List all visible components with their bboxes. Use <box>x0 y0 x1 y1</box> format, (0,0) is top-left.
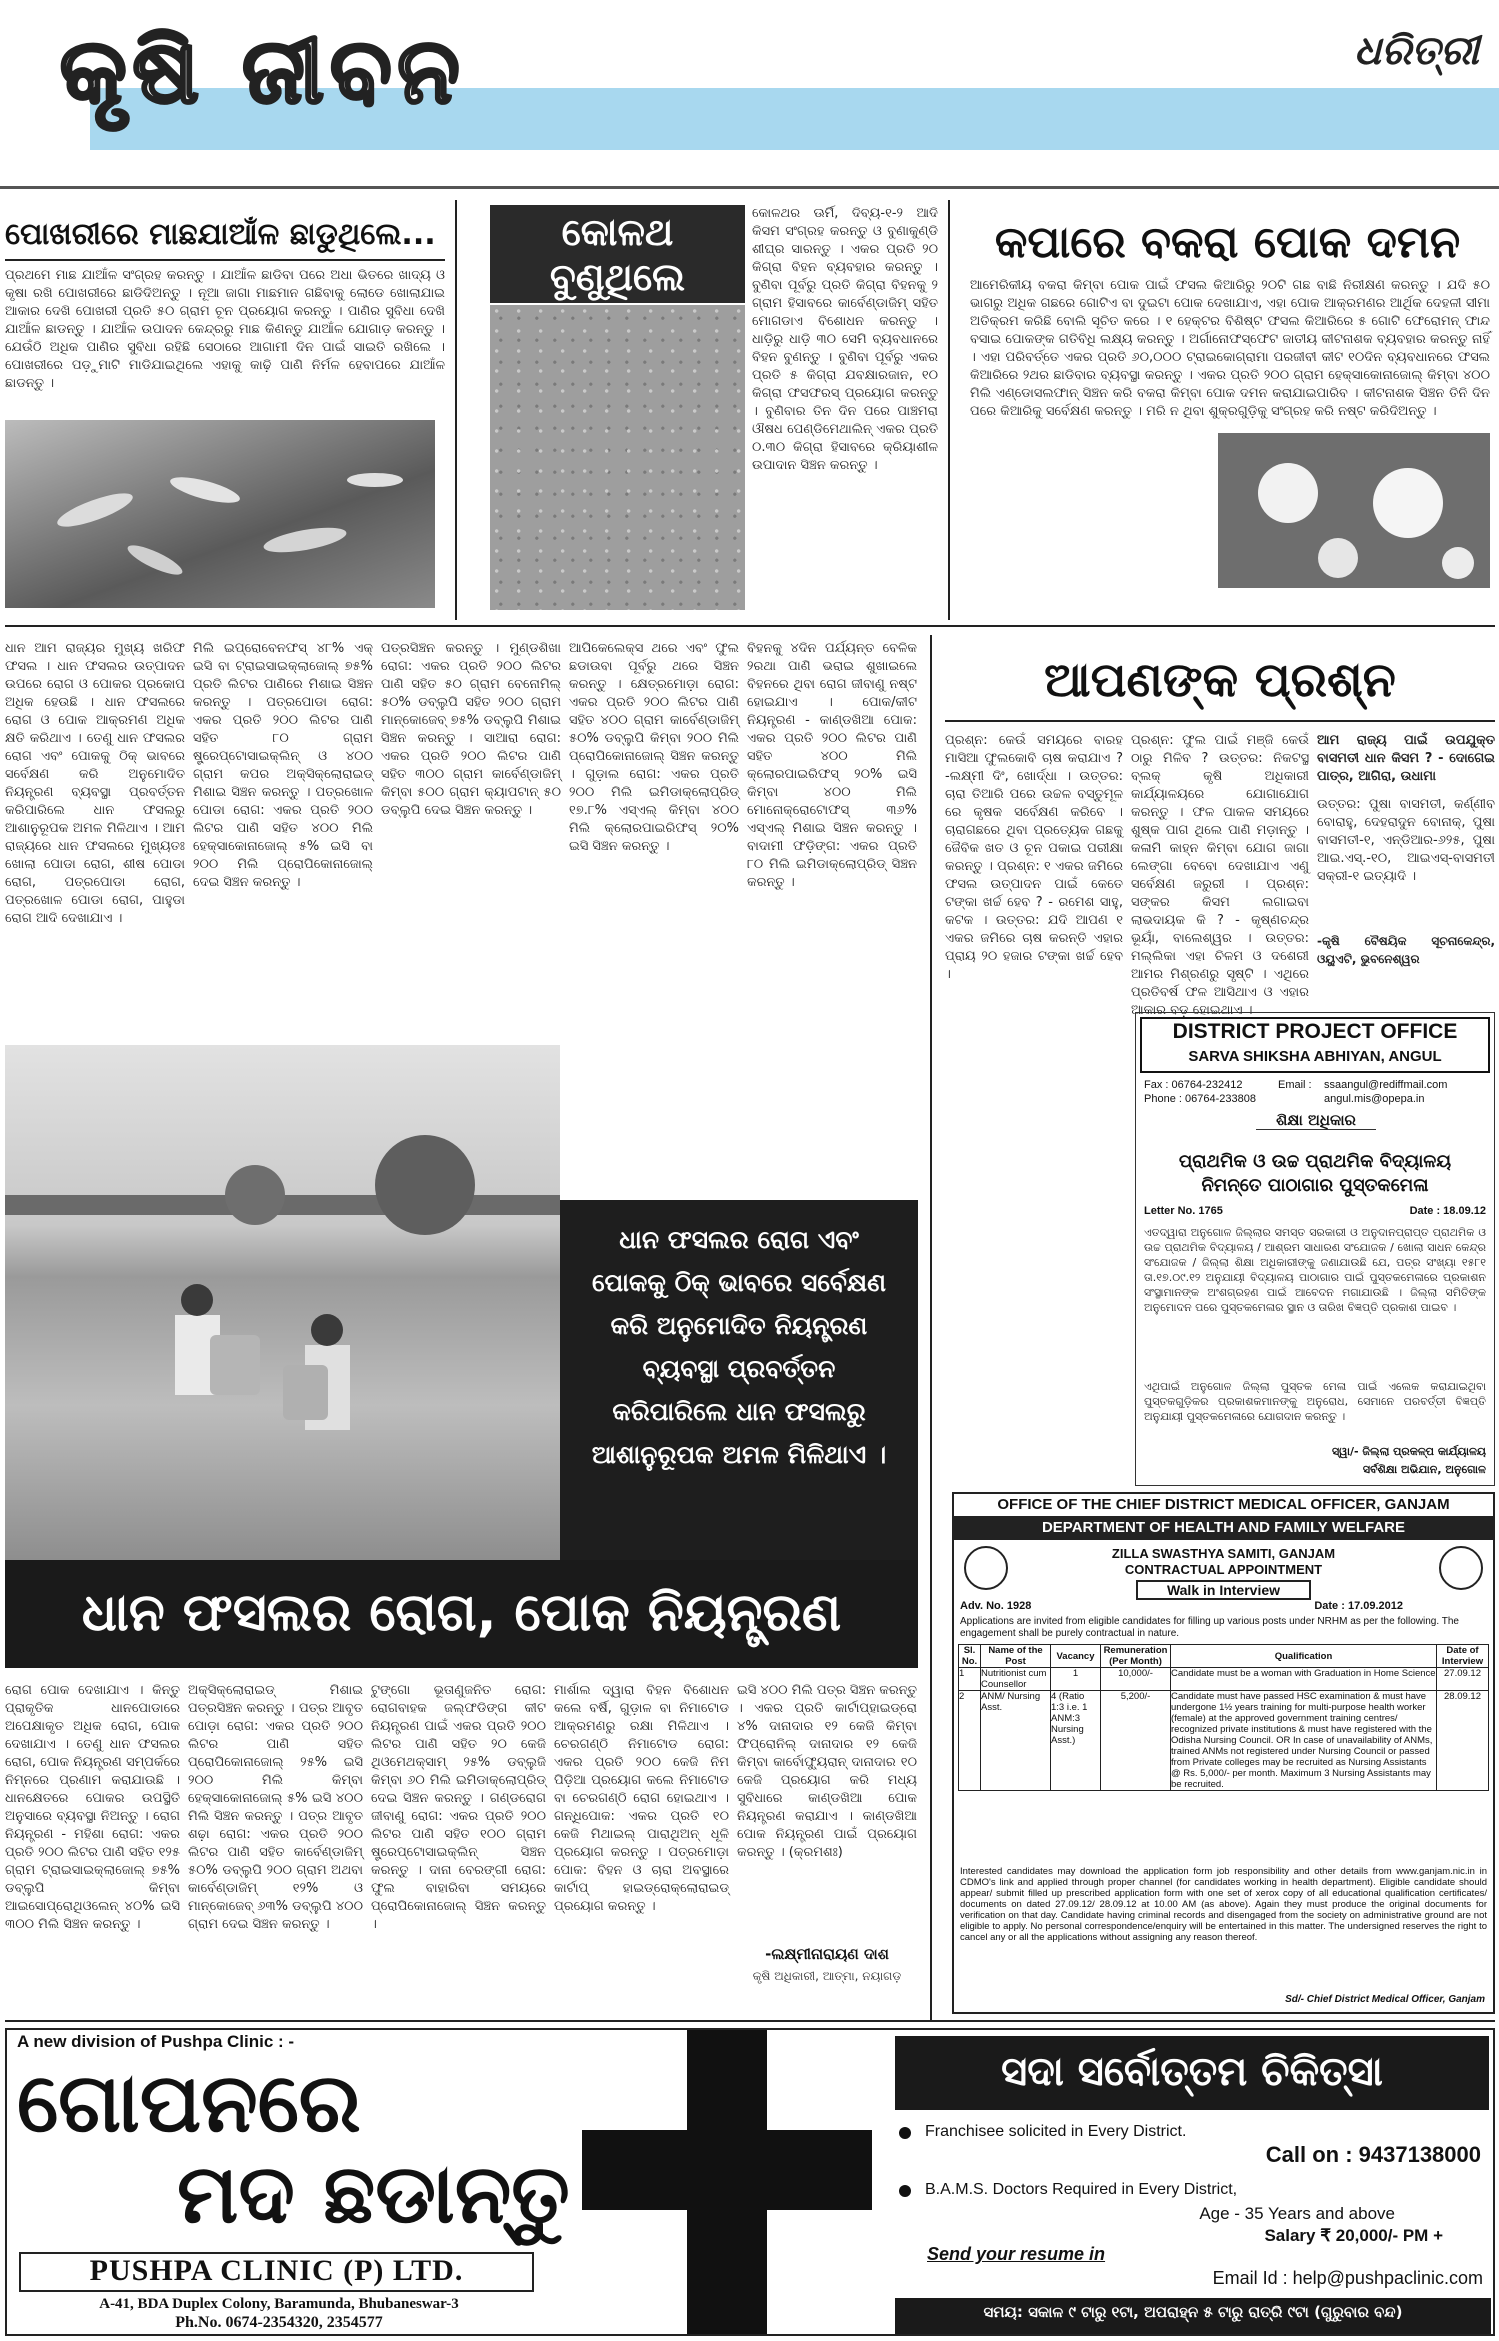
paddy-article <box>5 640 920 2015</box>
paddy-col3: ପତ୍ରସିଞ୍ଚନ କରନ୍ତୁ । ମୁଣ୍ଡଶିଖା ରୋଗ: ଏକର ପ୍ରତି ୨୦୦ ଲିଟର ପାଣି ସହିତ ୫୦ ଗ୍ରାମ ବେନୋମିଲ୍ ୫୦% ଡବ୍ଲୁପି ସହିତ ୨୦୦ ଗ୍ରାମ ମାନ୍‌କୋଜେବ୍ ୭୫% ଡବ୍ଲୁପି ମିଶାଇ ସିଞ୍ଚନ କରନ୍ତୁ । ସାଆରା ରୋଗ: ଏକର ପ୍ରତି ୨୦୦ ଲିଟର ପାଣି ସହିତ ୩୦୦ ଗ୍ରାମ କାର୍ବେଣ୍ଡାଜିମ୍ କିମ୍ବା ୫୦୦ ଗ୍ରାମ କ୍ୟାପଟାନ୍ ୫୦ ଡବ୍ଲୁପି ଦେଇ ସିଞ୍ଚନ କରନ୍ତୁ । <box>381 641 561 818</box>
masthead-title: କୃଷି ଜୀବନ <box>60 19 466 124</box>
paddy-pullquote-box <box>560 1200 918 1560</box>
pushpa-timing: ସମୟ: ସକାଳ ୯ ଟାରୁ ୧ଟା, ଅପରାହ୍ନ ୫ ଟାରୁ ରାତ୍ରି ୯ଟା (ଗୁରୁବାର ବନ୍ଦ) <box>983 2303 1403 2321</box>
kolatha-headline-2: ବୁଣୁଥିଲେ <box>549 255 686 299</box>
cdmo-th: Remuneration (Per Month) <box>1101 1645 1171 1668</box>
dpo-body: ଏତଦ୍ୱାରା ଅନୁଗୋଳ ଜିଲ୍ଲାର ସମସ୍ତ ସରକାରୀ ଓ ଅନୁଦାନପ୍ରାପ୍ତ ପ୍ରାଥମିକ ଓ ଉଚ୍ଚ ପ୍ରାଥମିକ ବିଦ୍ୟାଳୟ / ଆଶ୍ରମ ସାଧାରଣ ସଂଯୋଜକ / ଖୋଲା ସାଧନ କେନ୍ଦ୍ର ସଂଯୋଜକ / ଜିଲ୍ଲା ଶିକ୍ଷା ଅଧିକାରୀଙ୍କୁ ଜଣାଯାଉଛି ଯେ, ପତ୍ର ସଂଖ୍ୟା ୧୫୮୧ ତା.୧୭.୦୯.୧୨ ଅନୁଯାୟୀ ବିଦ୍ୟାଳୟ ପାଠାଗାର ପାଇଁ ପୁସ୍ତକମେଳାରେ ପ୍ରକାଶନ ସଂସ୍ଥାମାନଙ୍କ ଅଂଶଗ୍ରହଣ ପାଇଁ ଆବେଦନ ମଗାଯାଉଛି । ଜିଲ୍ଲା ସମିତିଙ୍କ ଅନୁମୋଦନ ପରେ ପୁସ୍ତକମେଳାର ସ୍ଥାନ ଓ ତାରିଖ ବିଜ୍ଞପ୍ତି ପ୍ରକାଶ ପାଇବ । <box>1144 1226 1486 1314</box>
fish-photo <box>5 420 435 608</box>
cdmo-appointment: CONTRACTUAL APPOINTMENT <box>1124 1562 1323 1577</box>
cdmo-signature: Sd/- Chief District Medical Officer, Ganjam <box>1285 1994 1485 2005</box>
dpo-email-2[interactable]: angul.mis@opepa.in <box>1324 1093 1425 1105</box>
cdmo-table <box>958 1644 1489 1791</box>
qa-section <box>945 640 1495 1018</box>
kolatha-headline-1: କୋଳଥ <box>561 210 674 254</box>
cdmo-cell: 1 <box>959 1668 981 1691</box>
cdmo-date: Date : 17.09.2012 <box>1314 1600 1403 1612</box>
bullet-icon <box>899 2127 911 2139</box>
dpo-heading-2: ନିମନ୍ତେ ପାଠାଗାର ପୁସ୍ତକମେଳା <box>1201 1175 1429 1196</box>
cdmo-notice <box>952 1492 1495 2014</box>
pushpa-resume: Send your resume in <box>927 2244 1106 2264</box>
dpo-subtitle: SARVA SHIKSHA ABHIYAN, ANGUL <box>1188 1048 1442 1065</box>
dpo-email-1[interactable]: ssaangul@rediffmail.com <box>1324 1079 1448 1091</box>
cdmo-cell: 28.09.12 <box>1437 1691 1489 1791</box>
cdmo-cell: 10,000/- <box>1101 1668 1171 1691</box>
pushpa-franchise: Franchisee solicited in Every District. <box>925 2123 1187 2140</box>
pushpa-headline-2: ମଦ ଛଡାନ୍ତୁ <box>177 2147 570 2242</box>
cdmo-table-header <box>959 1645 1489 1668</box>
cdmo-th: Qualification <box>1171 1645 1437 1668</box>
section-rule <box>5 625 1495 627</box>
cdmo-society: ZILLA SWASTHYA SAMITI, GANJAM <box>1111 1546 1336 1561</box>
qa-col2: ପ୍ରଶ୍ନ: ଫୁଲ ପାଇଁ ମଞ୍ଜି କେଉଁ ଠାରୁ ମିଳିବ ? ଉତ୍ତର: ନିକଟସ୍ଥ ବ୍ଲକ୍ କୃଷି ଅଧିକାରୀ କାର୍ଯ୍ୟାଳୟରେ ଯୋଗାଯୋଗ କରନ୍ତୁ । ଫଳ ପାକଳ ସମୟରେ ଶୁଷ୍କ ପାଗ ଥିଲେ ପାଣି ମଡ଼ାନ୍ତୁ । କଳାମି କାହ୍ନ କିମ୍ବା ଯୋଗ ଜାଗା ଲେଙ୍ଗା ବେବୋ ଦେଖାଯାଏ ଏଣୁ ସର୍ବେକ୍ଷଣ ଜରୁରୀ । ପ୍ରଶ୍ନ: ସଙ୍କର କିସମ ଲଗାଇବା ଲାଭଦାୟକ କି ? - କୃଷ୍ଣଚନ୍ଦ୍ର ଭୂୟାଁ, ବାଲେଶ୍ୱର । ଉତ୍ତର: ମଲ୍ଲିକା ଏହା ଚିଳମ ଓ ଦଶେରୀ ଆମର ମିଶ୍ରଣରୁ ସୃଷ୍ଟି । ଏଥିରେ ପ୍ରତିବର୍ଷ ଫଳ ଆସିଥାଏ ଓ ଏହାର ଆକାର ବଡ଼ ହୋଇଥାଏ । <box>1131 733 1309 1018</box>
cdmo-intro: Applications are invited from eligible candidates for filling up various posts under NRHM as per the following. The engagement shall be purely contractual in nature. <box>960 1616 1459 1639</box>
paddy-col2: ମିଲି ଇପ୍ରୋବେନଫସ୍ ୪୮% ଏକ୍ ଇସି ବା ଟ୍ରାଇସାଇକ୍ଲାଜୋଲ୍ ୭୫% ପ୍ରତି ଲିଟର ପାଣିରେ ମିଶାଇ ସିଞ୍ଚନ କରନ୍ତୁ । ପତ୍ରପୋଡା ରୋଗ: ଏକର ପ୍ରତି ୨୦୦ ଲିଟର ପାଣି ସହିତ ୮୦ ଗ୍ରାମ ଷ୍ଟ୍ରେପ୍ଟୋସାଇକ୍ଲିନ୍ ଓ ୪୦୦ ଗ୍ରାମ କପର ଅକ୍ସିକ୍ଲୋରାଇଡ୍ ମିଶାଇ ସିଞ୍ଚନ କରନ୍ତୁ । ପତ୍ରଖୋଳ ପୋଡା ରୋଗ: ଏକର ପ୍ରତି ୨୦୦ ଲିଟର ପାଣି ସହିତ ୪୦୦ ମିଲି ହେକ୍ସାକୋନାଜୋଲ୍ ୫% ଇସି ବା ୨୦୦ ମିଲି ପ୍ରୋପିକୋନାଜୋଲ୍ ଦେଇ ସିଞ୍ଚନ କରନ୍ତୁ । <box>193 641 373 890</box>
divider <box>948 200 950 620</box>
bullet-icon <box>899 2185 911 2197</box>
paddy-col4: ଆପିକେଲେକ୍ସ ଥରେ ଏବଂ ଫୁଲ ଛଡାଉବା ପୂର୍ବରୁ ଥରେ ସିଞ୍ଚନ କରନ୍ତୁ । କ୍ଷେତ୍ରମୋଡ଼ା ରୋଗ: ଏକର ପ୍ରତି ୨୦୦ ଲିଟର ପାଣି ସହିତ ୪୦୦ ଗ୍ରାମ କାର୍ବେଣ୍ଡାଜିମ୍ ୫୦% ଡବ୍ଲୁପି କିମ୍ବା ୨୦୦ ମିଲି ପ୍ରୋପିକୋନାଜୋଲ୍ ସିଞ୍ଚନ କରନ୍ତୁ । ଗୁଡ଼ାଲ ରୋଗ: ଏକର ପ୍ରତି ୨୦୦ ମିଲି ଇମିଡାକ୍ଲୋପ୍ରିଡ୍ ୧୭.୮% ଏସ୍ଏଲ୍ କିମ୍ବା ୪୦୦ ମିଲି କ୍ଲୋରପାଇରିଫସ୍ ୨୦% ଇସି ସିଞ୍ଚନ କରନ୍ତୁ । <box>569 641 739 854</box>
paddy-photo-art <box>5 1045 560 1560</box>
cdmo-cell: 4 (Ratio 1:3 i.e. 1 ANM:3 Nursing Asst.) <box>1051 1691 1101 1791</box>
medical-cross-icon <box>582 2030 872 2334</box>
pushpa-age: Age - 35 Years and above <box>1199 2204 1395 2223</box>
dpo-date: Date : 18.09.12 <box>1409 1205 1486 1217</box>
qa-col3-sign: -କୃଷି ବୈଷୟିକ ସୂଚନାକେନ୍ଦ୍ର, ଓୟୁଏଟି, ଭୁବନେଶ୍ୱର <box>1317 934 1495 966</box>
dpo-heading-1: ପ୍ରାଥମିକ ଓ ଉଚ୍ଚ ପ୍ରାଥମିକ ବିଦ୍ୟାଳୟ <box>1178 1151 1452 1172</box>
cdmo-th: Date of Interview <box>1437 1645 1489 1668</box>
section-rule <box>5 2020 1495 2022</box>
paddy-bottom-col3: ଟୁଙ୍ଗୋ ଭୂତାଣୁଜନିତ ରୋଗ: ରୋଗବାହକ ଜଲ୍‌ଫଡିଙ୍ଗ କୀଟ ନିୟନ୍ତ୍ରଣ ପାଇଁ ଏକର ପ୍ରତି ୨୦୦ ଲିଟର ପାଣି ସହିତ ୨୦ କେଜି ଥିଓମେଥକ୍ସାମ୍ ୨୫% ଡବ୍ଲୁଜି କିମ୍ବା ୬୦ ମିଲି ଇମିଡାକ୍ଲୋପ୍ରିଡ୍ ଦେଇ ସିଞ୍ଚନ କରନ୍ତୁ । ଗଣ୍ଡରୋଗ ଜୀବାଣୁ ରୋଗ: ଏକର ପ୍ରତି ୨୦୦ ଲିଟର ପାଣି ସହିତ ୧୦୦ ଗ୍ରାମ ଷ୍ଟ୍ରେପ୍ଟୋସାଇକ୍ଲିନ୍ ସିଞ୍ଚନ କରନ୍ତୁ । ଦାନା ବେରଙ୍ଗୀ ରୋଗ: ଫୁଲ ବାହାରିବା ସମୟରେ ପ୍ରୋପିକୋନାଜୋଲ୍ ସିଞ୍ଚନ କରନ୍ତୁ । <box>371 1683 546 1932</box>
paddy-bottom-col5: ଇସି ୪୦୦ ମିଲି ପତ୍ର ସିଞ୍ଚନ କରନ୍ତୁ । ଏକର ପ୍ରତି କାର୍ଟାପ୍‌ହାଇଡ୍ରୋ ୪% ଦାନାଦାର ୧୨ କେଜି କିମ୍ବା ଫିପ୍ରୋନିଲ୍ ଦାନାଦାର ୧୨ କେଜି କିମ୍ବା କାର୍ବୋଫ୍ୟୁରାନ୍ ଦାନାଦାର ୧୦ କେଜି ପ୍ରୟୋଗ କରି ମଧ୍ୟ ସୁବିଧାରେ କାଣ୍ଡଖିଆ ପୋକ ନିୟନ୍ତ୍ରଣ କରାଯାଏ । କାଣ୍ଡଖିଆ ପୋକ ନିୟନ୍ତ୍ରଣ ପାଇଁ ପ୍ରୟୋଗ କରନ୍ତୁ । (କ୍ରମଶଃ) <box>737 1683 917 1860</box>
paddy-col1: ଧାନ ଆମ ରାଜ୍ୟର ମୁଖ୍ୟ ଖରିଫ ଫସଲ । ଧାନ ଫସଲର ଉତ୍ପାଦନ ଉପରେ ରୋଗ ଓ ପୋକର ପ୍ରକୋପ ଅଧିକ ହେଉଛି । ଧାନ ଫସଲରେ ରୋଗ ଓ ପୋକ ଆକ୍ରମଣ ଅଧିକ କ୍ଷତି କରିଥାଏ । ତେଣୁ ଧାନ ଫସଲର ରୋଗ ଏବଂ ପୋକକୁ ଠିକ୍ ଭାବରେ ସର୍ବେକ୍ଷଣ କରି ଅନୁମୋଦିତ ନିୟନ୍ତ୍ରଣ ବ୍ୟବସ୍ଥା ପ୍ରବର୍ତ୍ତନ କରିପାରିଲେ ଧାନ ଫସଲରୁ ଆଶାନୁରୂପକ ଅମଳ ମିଳିଥାଏ । ଆମ ରାଜ୍ୟରେ ଧାନ ଫସଲରେ ମୁଖ୍ୟତଃ ଖୋଲା ପୋଡା ରୋଗ, ଶୀଷ ପୋଡା ରୋଗ, ପତ୍ରପୋଡା ରୋଗ, ପତ୍ରଖୋଳ ପୋଡା ରୋଗ, ପାହୁଡା ରୋଗ ଆଦି ଦେଖାଯାଏ । <box>5 641 185 926</box>
qa-col3-question: ଆମ ରାଜ୍ୟ ପାଇଁ ଉପଯୁକ୍ତ ବାସମତୀ ଧାନ କିସମ ? - ଦୋଗେଇ ପାତ୍ର, ଆଗିରା, ଉଧାମା <box>1317 733 1495 784</box>
paddy-author: -ଲକ୍ଷ୍ମୀନାରାୟଣ ଦାଶ <box>765 1945 889 1963</box>
cdmo-cell: Candidate must be a woman with Graduation in Home Science <box>1171 1668 1437 1691</box>
cotton-photo-art <box>1218 433 1490 588</box>
cdmo-th: Vacancy <box>1051 1645 1101 1668</box>
paddy-headline: ଧାନ ଫସଲର ରୋଗ, ପୋକ ନିୟନ୍ତ୍ରଣ <box>81 1583 842 1643</box>
cdmo-walkin: Walk in Interview <box>1136 1580 1311 1600</box>
cotton-headline: କପାରେ ବକରା ପୋକ ଦମନ <box>994 217 1461 268</box>
dpo-email-label: Email : <box>1278 1079 1312 1091</box>
fish-headline: ପୋଖରୀରେ ମାଛଯାଆଁଳ ଛାଡୁଥିଲେ... <box>5 215 445 261</box>
pushpa-call[interactable]: Call on : 9437138000 <box>1265 2142 1481 2167</box>
cdmo-title: OFFICE OF THE CHIEF DISTRICT MEDICAL OFFICER, GANJAM <box>997 1496 1450 1513</box>
qa-heading: ଆପଣଙ୍କ ପ୍ରଶ୍ନ <box>945 640 1495 722</box>
paddy-col5: ବିହନକୁ ୪ଦିନ ପର୍ଯ୍ୟନ୍ତ ବେଳିକ ୨ରଥା ପାଣି ଭରାଇ ଶୁଖାଇଲେ ବିହନରେ ଥିବା ରୋଗ ଜୀବାଣୁ ନଷ୍ଟ ହୋଇଯାଏ । ପୋକ/କୀଟ ନିୟନ୍ତ୍ରଣ - କାଣ୍ଡଖିଆ ପୋକ: ଏକର ପ୍ରତି ୨୦୦ ଲିଟର ପାଣି ସହିତ ୪୦୦ ମିଲି କ୍ଲୋରପାଇରିଫସ୍ ୨୦% ଇସି କିମ୍ବା ୪୦୦ ମିଲି ମୋନୋକ୍ରୋଟୋଫସ୍ ୩୬% ଏସ୍ଏଲ୍ ମିଶାଇ ସିଞ୍ଚନ କରନ୍ତୁ । ବାଦାମୀ ଫଡ଼ିଙ୍ଗ: ଏକର ପ୍ରତି ୮୦ ମିଲି ଇମିଡାକ୍ଲୋପ୍ରିଡ୍ ସିଞ୍ଚନ କରନ୍ତୁ । <box>747 641 917 890</box>
dpo-signature-1: ସ୍ୱା/- ଜିଲ୍ଲା ପ୍ରକଳ୍ପ କାର୍ଯ୍ୟାଳୟ <box>1332 1445 1486 1458</box>
divider <box>930 635 932 2020</box>
cdmo-cell: ANM/ Nursing Asst. <box>981 1691 1051 1791</box>
dpo-letter-no: Letter No. 1765 <box>1144 1205 1223 1217</box>
fish-article <box>5 215 445 610</box>
pushpa-phone: Ph.No. 0674-2354320, 2354577 <box>175 2314 383 2331</box>
dpo-phone: Phone : 06764-233808 <box>1144 1093 1256 1105</box>
pushpa-tagline: ସଦା ସର୍ବୋତ୍ତମ ଚିକିତ୍ସା <box>1001 2049 1383 2095</box>
cotton-body: ଆମେରିକୀୟ ବକରା କିମ୍ବା ପୋକ ପାଇଁ ଫସଲ କିଆରିରୁ ୨୦ଟି ଗଛ ବାଛି ନିରୀକ୍ଷଣ କରନ୍ତୁ । ଯଦି ୫୦ ଭାଗରୁ ଅଧିକ ଗଛରେ ଗୋଟିଏ ବା ଦୁଇଟା ପୋକ ଦେଖାଯାଏ, ଏହା ପୋକ ଆକ୍ରମଣର ଆର୍ଥିକ ଦେହଳୀ ସୀମା ଅତିକ୍ରମ କରିଛି ବୋଲି ସୂଚିତ କରେ । ୧ ହେକ୍ଟର ବିଶିଷ୍ଟ ଫସଲ କିଆରିରେ ୫ ଗୋଟି ଫେରୋମନ୍ ଫାନ୍ଦ ବସାଇ ପୋକଙ୍କ ଗତିବିଧି ଲକ୍ଷ୍ୟ କରନ୍ତୁ । ଅର୍ଗାନୋଫସ୍‌ଫେଟ ଜାତୀୟ କୀଟନାଶକ ବ୍ୟବହାର କରନ୍ତୁ ନାହିଁ । ଏହା ପରିବର୍ତ୍ତେ ଏକର ପ୍ରତି ୬୦,୦୦୦ ଟ୍ରାଇକୋଗ୍ରାମା ପରଜୀବୀ କୀଟ ୧୦ଦିନ ବ୍ୟବଧାନରେ ଫସଲ କିଆରିରେ ୨ଥର ଛାଡିବାର ବ୍ୟବସ୍ଥା କରନ୍ତୁ । ଏକର ପ୍ରତି ୨୦୦ ଗ୍ରାମ ହେକ୍ସାକୋନାଜୋଲ୍ କିମ୍ବା ୪୦୦ ମିଲି ଏଣ୍ଡୋସଲଫାନ୍ ସିଞ୍ଚନ କରି ବକରା କିମ୍ବା ପୋକ ଦମନ କରାଯାଇପାରିବ । କୀଟନାଶକ ସିଞ୍ଚନ ତିନି ଦିନ ପରେ କିଆରିକୁ ସର୍ବେକ୍ଷଣ କରନ୍ତୁ । ମରି ନ ଥିବା ଶୁକ୍ରଗୁଡ଼ିକୁ ସଂଗ୍ରହ କରି ନଷ୍ଟ କରିଦିଅନ୍ତୁ । <box>970 278 1490 419</box>
cotton-photo <box>1218 433 1490 588</box>
cdmo-footer: Interested candidates may download the application form job responsibility and other details from www.ganjam.nic.in in CDMO's link and applied through proper channel (for candidates working in health department). Eligible candidate should appear/ submit filled up prescribed application form with one set of xerox copy of all educational qualification certificates/ documents on dated 27.09.12/ 28.09.12 at 10.00 AM (as above). Again they must produce the original documents for verification on that day. Candidate having criminal records and disengaged from the society on administrative ground are not eligible to apply. No personal correspondence/enquiry will be entertained in this matter. The undersigned reserves the right to cancel any or all the applications without assigning any reason thereof. <box>960 1866 1487 1943</box>
paddy-field-photo <box>5 1045 560 1560</box>
dpo-fax: Fax : 06764-232412 <box>1144 1079 1243 1091</box>
pushpa-headline-1: ଗୋପନରେ <box>17 2056 361 2151</box>
pushpa-division-note: A new division of Pushpa Clinic : - <box>17 2032 295 2051</box>
cdmo-cell: Nutritionist cum Counsellor <box>981 1668 1051 1691</box>
cdmo-cell: 5,200/- <box>1101 1691 1171 1791</box>
fish-photo-art <box>5 420 435 608</box>
dpo-title: DISTRICT PROJECT OFFICE <box>1172 1020 1458 1043</box>
masthead-rule <box>0 186 1499 189</box>
kolatha-article <box>490 205 940 615</box>
dpo-note: ଏଥିପାଇଁ ଅନୁଗୋଳ ଜିଲ୍ଲା ପୁସ୍ତକ ମେଳା ପାଇଁ ଏଲେକ କରାଯାଇଥିବା ପୁସ୍ତକଗୁଡ଼ିକର ପ୍ରକାଶକମାନଙ୍କୁ ଅନୁରୋଧ, ସେମାନେ ପରବର୍ତ୍ତୀ ବିଜ୍ଞପ୍ତି ଅନୁଯାୟୀ ପୁସ୍ତକମେଳାରେ ଯୋଗଦାନ କରନ୍ତୁ । <box>1144 1380 1486 1423</box>
cdmo-subtitle: DEPARTMENT OF HEALTH AND FAMILY WELFARE <box>1041 1519 1406 1536</box>
divider <box>455 200 457 620</box>
pushpa-email[interactable]: Email Id : help@pushpaclinic.com <box>1212 2268 1483 2288</box>
kolatha-seed-photo <box>490 305 745 610</box>
pushpa-doctors: B.A.M.S. Doctors Required in Every District, <box>925 2181 1238 2198</box>
cdmo-adv-no: Adv. No. 1928 <box>960 1600 1032 1612</box>
dpo-notice <box>1135 1012 1495 1486</box>
table-row <box>959 1691 1489 1791</box>
cdmo-cell: 27.09.12 <box>1437 1668 1489 1691</box>
fish-body: ପ୍ରଥମେ ମାଛ ଯାଆଁଳ ସଂଗ୍ରହ କରନ୍ତୁ । ଯାଆଁଳ ଛାଡିବା ପରେ ଅଧା ଭିତରେ ଖାଦ୍ୟ ଓ କୃଷା ରଖି ପୋଖରୀରେ ଛାଡିଦିଅନ୍ତୁ । ନୂଆ ଜାଗା ମାଛମାନ ଗଛିବାକୁ ଲୋଡେ ଖୋଲାଯାଇ ଆକାର ଦେଖି ପୋଖରୀ ପ୍ରତି ୫୦ ଗ୍ରାମ ଚୂନ ପ୍ରୟୋଗ କରନ୍ତୁ । ପାଣିର ସୁବିଧା ଦେଖି ଯାଆଁଳ ଛାଡନ୍ତୁ । ଯାଆଁଳ ଉପାଦନ କେନ୍ଦ୍ରରୁ ମାଛ କିଣନ୍ତୁ ଯାଆଁଳ ଯୋଗାଡ଼ କରନ୍ତୁ । ଯେଉଁଠି ଅଧିକ ପାଣିର ସୁବିଧା ରହିଛି ସେଠାରେ ଆଗାମୀ ଦିନ ପାଇଁ ସାଇତି ରଖିଲେ । ପୋଖରୀରେ ପଡ଼ୁମାଟି ମାଡିଯାଇଥିଲେ ଏହାକୁ କାଢ଼ି ପାଣି ନିର୍ମଳ ହେବାପରେ ଯାଆଁଳ ଛାଡନ୍ତୁ । <box>5 268 445 391</box>
cotton-article <box>960 215 1495 615</box>
qa-col3-answer: ଉତ୍ତର: ପୁଷା ବାସମତୀ, କର୍ଣ୍ଣୀବ ବୋରାହୁ, ଦେହରାଦୁନ ବୋନାକ୍, ପୁଷା ବାସମତୀ-୧, ଏନ୍ଡିଆର-୬୨୫, ପୁଷା ଆଇ.ଏସ୍.-୧୦, ଆଇଏସ୍-ବାସମତୀ ସକ୍ରୀ-୧ ଇତ୍ୟାଦି । <box>1317 797 1495 884</box>
paddy-bottom-col1: ରୋଗ ପୋକ ଦେଖାଯାଏ । କିନ୍ତୁ ପ୍ରାକୃତିକ ଧାନପୋଡାରେ ଅପେକ୍ଷାକୃତ ଅଧିକ ରୋଗ, ପୋକ ଦେଖାଯାଏ । ତେଣୁ ଧାନ ଫସଲର ରୋଗ, ପୋକ ନିୟନ୍ତ୍ରଣ ସମ୍ପର୍କରେ ନିମ୍ନରେ ପ୍ରଣାମ କରାଯାଉଛି । ଧାନକ୍ଷେତରେ ପୋକର ଉପସ୍ଥିତି ଅନୁସାରେ ବ୍ୟବସ୍ଥା ନିଅନ୍ତୁ । ରୋଗ ନିୟନ୍ତ୍ରଣ - ମହିଶା ରୋଗ: ଏକର ପ୍ରତି ୨୦୦ ଲିଟର ପାଣି ସହିତ ୧୨୫ ଗ୍ରାମ ଟ୍ରାଇସାଇକ୍ଲାଜୋଲ୍ ୭୫% ଡବ୍ଲୁପି କିମ୍ବା ଆଇସୋପ୍ରୋଥିଓଲେନ୍ ୪୦% ଇସି ୩୦୦ ମିଲି ସିଞ୍ଚନ କରନ୍ତୁ । <box>5 1683 180 1932</box>
paddy-bottom-col2: ଅକ୍ସିକ୍ଲୋରାଇଡ୍ ମିଶାଇ ପତ୍ରସିଞ୍ଚନ କରନ୍ତୁ । ପତ୍ର ଆବୃତ ପୋଡ଼ା ରୋଗ: ଏକର ପ୍ରତି ୨୦୦ ଲିଟର ପାଣି ସହିତ ପ୍ରୋପିକୋନାଜୋଲ୍ ୨୫% ଇସି ୨୦୦ ମିଲି କିମ୍ବା ହେକ୍ସାକୋନାଜୋଲ୍ ୫% ଇସି ୪୦୦ ମିଲି ସିଞ୍ଚନ କରନ୍ତୁ । ପତ୍ର ଆବୃତ ଶଢ଼ା ରୋଗ: ଏକର ପ୍ରତି ୨୦୦ ଲିଟର ପାଣି ସହିତ କାର୍ବେଣ୍ଡାଜିମ୍ ୫୦% ଡବ୍ଲୁପି ୨୦୦ ଗ୍ରାମ ଅଥବା କାର୍ବେଣ୍ଡାଜିମ୍ ୧୨% ଓ ମାନ୍‌କୋଜେବ୍ ୬୩% ଡବ୍ଲୁପି ୪୦୦ ଗ୍ରାମ ଦେଇ ସିଞ୍ଚନ କରନ୍ତୁ । <box>188 1683 363 1932</box>
cdmo-th: Name of the Post <box>981 1645 1051 1668</box>
kolatha-body: କୋଳଥର ଊର୍ମି, ଦିବ୍ୟ-୧-୨ ଆଦି କିସମ ସଂଗ୍ରହ କରନ୍ତୁ ଓ ବୁଣାକୁଣ୍ଡି ଶୀଘ୍ର ସାରନ୍ତୁ । ଏକର ପ୍ରତି ୨୦ କିଗ୍ରା ବିହନ ବ୍ୟବହାର କରନ୍ତୁ । ବୁଣିବା ପୂର୍ବରୁ ପ୍ରତି କିଗ୍ରା ବିହନକୁ ୨ ଗ୍ରାମ ହିସାବରେ କାର୍ବେଣ୍ଡାଜିମ୍ ସହିତ ମୋଗଡାଏ ବିଶୋଧନ କରନ୍ତୁ । ଧାଡ଼ିରୁ ଧାଡ଼ି ୩୦ ସେମି ବ୍ୟବଧାନରେ ବିହନ ବୁଣନ୍ତୁ । ବୁଣିବା ପୂର୍ବରୁ ଏକର ପ୍ରତି ୫ କିଗ୍ରା ଯବକ୍ଷାରଜାନ, ୧୦ କିଗ୍ରା ଫସଫରସ୍ ପ୍ରୟୋଗ କରନ୍ତୁ । ବୁଣିବାର ତିନ ଦିନ ପରେ ପାଞ୍ଚମରା ଔଷଧ ପେଣ୍ଡିମେଥାଲିନ୍ ଏକର ପ୍ରତି ୦.୩୦ କିଗ୍ରା ହିସାବରେ କ୍ରିୟାଶୀଳ ଉପାଦାନ ସିଞ୍ଚନ କରନ୍ତୁ । <box>752 206 938 473</box>
pushpa-company: PUSHPA CLINIC (P) LTD. <box>89 2254 464 2287</box>
masthead <box>0 0 1499 190</box>
dpo-rte-logo: ଶିକ୍ଷା ଅଧିକାର <box>1256 1111 1376 1130</box>
cdmo-cell: Candidate must have passed HSC examination & must have undergone 1½ years training for multi-purpose health worker (female) at the approved government training centres/ recognized private institutions & must have registered with the Odisha Nursing Council. OR In case of unavailability of ANMs, trained ANMs not registered under Nursing Council or passed from Private colleges may be recruited as Nursing Assistants @ Rs. 5,000/- per month. Maximum 3 Nursing Assistants may be recruited. <box>1171 1691 1437 1791</box>
paddy-pullquote: ଧାନ ଫସଲର ରୋଗ ଏବଂ ପୋକକୁ ଠିକ୍ ଭାବରେ ସର୍ବେକ୍ଷଣ କରି ଅନୁମୋଦିତ ନିୟନ୍ତ୍ରଣ ବ୍ୟବସ୍ଥା ପ୍ରବର୍ତ୍ତନ କରିପାରିଲେ ଧାନ ଫସଲରୁ ଆଶାନୁରୂପକ ଅମଳ ମିଳିଥାଏ । <box>591 1225 887 1469</box>
paddy-bottom-col4: ମାର୍ଶାଲ ଦ୍ୱାରା ବିହନ ବିଶୋଧନ କଲେ ବର୍ଷି, ଗୁଡ଼ାଳ ବା ନିମାଟୋଡ ଆକ୍ରମଣରୁ ରକ୍ଷା ମିଳିଥାଏ । ଚେରଗଣ୍ଠି ନିମାଟୋଡ ରୋଗ: ଏକର ପ୍ରତି ୨୦୦ କେଜି ନିମ ପିଡ଼ିଆ ପ୍ରୟୋଗ କଲେ ନିମାଟୋଡ ବା ଚେରଗଣ୍ଠି ରୋଗ ହୋଇଥାଏ । ଗନ୍ଧିପୋକ: ଏକର ପ୍ରତି ୧୦ କେଜି ମିଥାଇଲ୍ ପାରାଥିଅନ୍ ଧୂଳି ପ୍ରୟୋଗ କରନ୍ତୁ । ପତ୍ରମୋଡ଼ା ପୋକ: ବିହନ ଓ ଚାରା ଅବସ୍ଥାରେ କାର୍ଟାପ୍ ହାଇଡ୍ରୋକ୍ଲୋରାଇଡ୍ ପ୍ରୟୋଗ କରନ୍ତୁ । <box>554 1683 729 1914</box>
pushpa-salary: Salary ₹ 20,000/- PM + <box>1264 2226 1443 2245</box>
dpo-signature-2: ସର୍ବଶିକ୍ଷା ଅଭିଯାନ, ଅନୁଗୋଳ <box>1362 1463 1486 1476</box>
pushpa-address: A-41, BDA Duplex Colony, Baramunda, Bhubaneswar-3 <box>99 2296 459 2312</box>
pushpa-ad <box>5 2028 1495 2336</box>
cdmo-th: Sl. No. <box>959 1645 981 1668</box>
paddy-author-title: କୃଷି ଅଧିକାରୀ, ଆତ୍ମା, ନୟାଗଡ଼ <box>752 1969 902 1983</box>
cdmo-cell: 1 <box>1051 1668 1101 1691</box>
paper-logo: ଧରିତ୍ରୀ <box>1354 28 1479 74</box>
cdmo-cell: 2 <box>959 1691 981 1791</box>
table-row <box>959 1668 1489 1691</box>
qa-col1: ପ୍ରଶ୍ନ: କେଉଁ ସମୟରେ ବାରହ ମାସିଆ ଫୁଲକୋବି ଚାଷ କରାଯାଏ ? -ଲକ୍ଷ୍ମୀ ଦିଂ, ଖୋର୍ଦ୍ଧା । ଉତ୍ତର: ଚାରା ତିଆରି ପରେ ଉଚ୍ଚଳ ବସ୍ତୁମୂଳ ରେ କୃଷକ ସର୍ବେକ୍ଷଣ କରିବେ । ଚାରାଗଛରେ ଥିବା ପ୍ରତ୍ୟେକ ଗଛକୁ ଜୈବିକ ଖତ ଓ ଚୂନ ପକାଇ ପରୀକ୍ଷା କରନ୍ତୁ । ପ୍ରଶ୍ନ: ୧ ଏକର ଜମିରେ ଫସଲ ଉତ୍ପାଦନ ପାଇଁ କେତେ ଟଙ୍କା ଖର୍ଚ୍ଚ ହେବ ? - ରମେଶ ସାହୁ, କଟକ । ଉତ୍ତର: ଯଦି ଆପଣ ୧ ଏକର ଜମିରେ ଚାଷ କରନ୍ତି ଏହାର ପ୍ରାୟ ୨୦ ହଜାର ଟଙ୍କା ଖର୍ଚ୍ଚ ହେବ । <box>945 733 1123 982</box>
